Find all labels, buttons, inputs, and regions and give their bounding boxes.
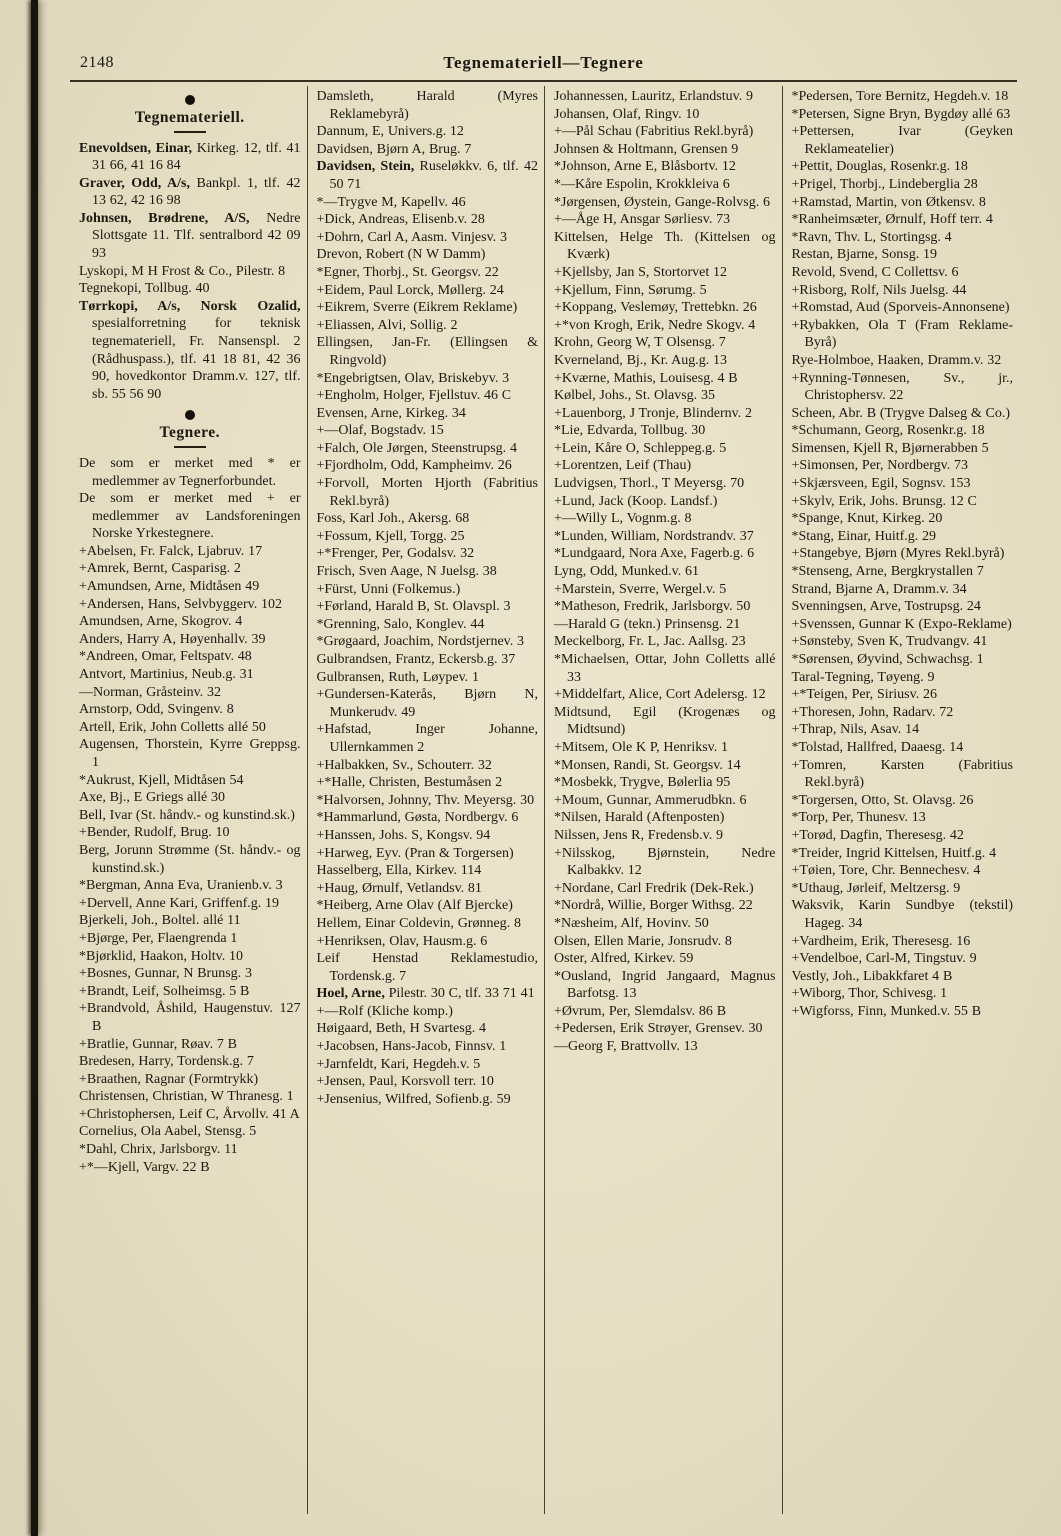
directory-entry: +Prigel, Thorbj., Lindeberglia 28 [791,176,978,192]
directory-entry: Svenningsen, Arve, Tostrupsg. 24 [791,599,981,615]
directory-entry: +Brandvold, Åshild, Haugenstuv. 127 B [79,1001,301,1034]
directory-entry: +Vendelboe, Carl-M, Tingstuv. 9 [791,951,977,967]
directory-entry: +Fossum, Kjell, Torgg. 25 [316,528,465,544]
directory-entry: Davidsen, Stein, Ruseløkkv. 6, tlf. 42 50 71 [316,159,538,192]
directory-entry: +Brandt, Leif, Solheimsg. 5 B [79,983,250,999]
directory-entry: *Jørgensen, Øystein, Gange-Rolvsg. 6 [554,194,771,210]
section-ornament-icon [79,410,301,420]
directory-entry: Christensen, Christian, W Thranesg. 1 [79,1089,294,1105]
directory-entry: Graver, Odd, A/s, Bankpl. 1, tlf. 42 13 62, 42 16 98 [79,175,301,209]
directory-entry: +Lauenborg, J Tronje, Blindernv. 2 [554,405,753,421]
directory-entry: *Næsheim, Alf, Hovinv. 50 [554,915,709,931]
directory-entry: Bredesen, Harry, Tordensk.g. 7 [79,1054,254,1070]
directory-entry: Evensen, Arne, Kirkeg. 34 [316,405,466,421]
directory-entry: +Sønsteby, Sven K, Trudvangv. 41 [791,634,988,650]
directory-entry: +*Frenger, Per, Godalsv. 32 [316,546,475,562]
directory-entry: +Torød, Dagfin, Theresesg. 42 [791,827,964,843]
directory-entry: *Stang, Einar, Huitf.g. 29 [791,528,937,544]
directory-entry: +Thrap, Nils, Asav. 14 [791,722,920,738]
directory-entry: *Hammarlund, Gøsta, Nordbergv. 6 [316,810,519,826]
directory-entry: +Rynning-Tønnesen, Sv., jr., Christophersv. 22 [791,370,1013,404]
directory-entry: Waksvik, Karin Sundbye (tekstil) Hageg. 34 [791,898,1013,931]
directory-entry: *Sørensen, Øyvind, Schwachsg. 1 [791,652,984,667]
directory-entry: +Stangebye, Bjørn (Myres Rekl.byrå) [791,546,1005,562]
directory-entry: Høigaard, Beth, H Svartesg. 4 [316,1021,486,1037]
directory-entry: *Monsen, Randi, St. Georgsv. 14 [554,757,741,773]
directory-entry: +*—Kjell, Vargv. 22 B [79,1159,210,1175]
directory-entry: Lyskopi, M H Frost & Co., Pilestr. 8 [79,263,286,279]
directory-entry: *Ousland, Ingrid Jangaard, Magnus Barfotsg. 13 [554,968,776,1002]
directory-entry: *Stenseng, Arne, Bergkrystallen 7 [791,564,984,580]
directory-entry: Revold, Svend, C Collettsv. 6 [791,264,959,280]
directory-entry: +Wigforss, Finn, Munked.v. 55 B [791,1003,982,1019]
directory-entry: +Thoresen, John, Radarv. 72 [791,704,954,720]
directory-entry: +Dervell, Anne Kari, Griffenf.g. 19 [79,895,280,911]
section-heading-text: Tegnere. [159,424,220,442]
directory-entry: +Dohrn, Carl A, Aasm. Vinjesv. 3 [316,229,507,245]
directory-entry: +Pedersen, Erik Strøyer, Grensev. 30 [554,1021,763,1037]
scan-gutter-edge [31,0,38,1536]
directory-entry: +Rybakken, Ola T (Fram Reklame-Byrå) [791,317,1013,351]
column-3 [544,86,782,1514]
directory-entry: +Amrek, Bernt, Casparisg. 2 [79,561,241,577]
section-heading-text: Tegnemateriell. [134,109,245,126]
directory-entry: Nilssen, Jens R, Fredensb.v. 9 [554,827,723,843]
directory-entry: *Bergman, Anna Eva, Uranienb.v. 3 [79,878,283,894]
page-title: Tegnemateriell—Tegnere [443,53,644,72]
directory-entry: +Tomren, Karsten (Fabritius Rekl.byrå) [791,757,1013,791]
column-4 [782,86,1020,1514]
directory-entry: *Lundgaard, Nora Axe, Fagerb.g. 6 [554,546,755,562]
section-heading [79,422,301,448]
section-heading [79,107,301,133]
entry-name: Davidsen, Stein, [316,159,415,175]
directory-entry: +Eikrem, Sverre (Eikrem Reklame) [316,300,518,316]
directory-entry: *Grøgaard, Joachim, Nordstjernev. 3 [316,634,525,650]
directory-entry: Kverneland, Bj., Kr. Aug.g. 13 [554,352,727,368]
directory-entry: +Hafstad, Inger Johanne, Ullernkammen 2 [316,722,538,755]
directory-entry: +Svenssen, Gunnar K (Expo-Reklame) [791,616,1012,632]
directory-entry: *Michaelsen, Ottar, John Colletts allé 33 [554,652,776,685]
directory-entry: +Marstein, Sverre, Wergel.v. 5 [554,581,727,597]
section-ornament-icon [79,95,301,105]
directory-entry: Ludvigsen, Thorl., T Meyersg. 70 [554,476,745,492]
directory-entry: +Skjærsveen, Egil, Sognsv. 153 [791,476,971,492]
directory-entry: Dannum, E, Univers.g. 12 [316,124,464,140]
directory-entry: +Ramstad, Martin, von Øtkensv. 8 [791,194,986,210]
directory-entry: *Tolstad, Hallfred, Daaesg. 14 [791,739,964,755]
directory-entry: Johnsen, Brødrene, A/S, Nedre Slottsgate 11. Tlf. sentralbord 42 09 93 [79,210,301,262]
directory-entry: *—Trygve M, Kapellv. 46 [316,194,466,210]
entry-name: Hoel, Arne, [316,986,385,1002]
directory-entry: *Nordrå, Willie, Borger Withsg. 22 [554,898,753,914]
directory-entry: +—Pål Schau (Fabritius Rekl.byrå) [554,124,754,140]
directory-entry: Gulbransen, Ruth, Løypev. 1 [316,669,479,685]
directory-entry: *Pedersen, Tore Bernitz, Hegdeh.v. 18 [791,89,1009,104]
directory-entry: +Eidem, Paul Lorck, Møllerg. 24 [316,282,504,298]
directory-entry: Meckelborg, Fr. L, Jac. Aallsg. 23 [554,634,746,650]
page-number: 2148 [80,54,114,71]
directory-entry: +Fürst, Unni (Folkemus.) [316,581,461,597]
directory-entry: *Ranheimsæter, Ørnulf, Hoff terr. 4 [791,212,993,228]
directory-entry: Antvort, Martinius, Neub.g. 31 [79,667,254,683]
directory-entry: Foss, Karl Joh., Akersg. 68 [316,511,470,527]
directory-entry: *Torgersen, Otto, St. Olavsg. 26 [791,792,974,808]
column-2 [307,86,545,1514]
directory-entry: +Halbakken, Sv., Schouterr. 32 [316,757,492,773]
directory-entry: Leif Henstad Reklamestudio, Tordensk.g. 7 [316,951,538,984]
directory-entry: Olsen, Ellen Marie, Jonsrudv. 8 [554,933,732,949]
directory-entry: Hellem, Einar Coldevin, Grønneg. 8 [316,915,521,931]
directory-entry: +Jensen, Paul, Korsvoll terr. 10 [316,1074,494,1090]
directory-entry: Arnstorp, Odd, Svingenv. 8 [79,702,234,718]
directory-entry: +Nordane, Carl Fredrik (Dek-Rek.) [554,880,754,896]
directory-entry: +Bender, Rudolf, Brug. 10 [79,825,230,841]
directory-entry: +Eliassen, Alvi, Sollig. 2 [316,317,458,333]
directory-entry: +Haug, Ørnulf, Vetlandsv. 81 [316,880,482,896]
directory-entry: *Ravn, Thv. L, Stortingsg. 4 [791,229,952,245]
directory-entry: *Spange, Knut, Kirkeg. 20 [791,511,943,527]
entry-name: Graver, Odd, A/s, [79,175,190,191]
directory-entry: Drevon, Robert (N W Damm) [316,247,486,263]
directory-entry: Johannessen, Lauritz, Erlandstuv. 9 [554,89,753,104]
circle-glyph [185,410,195,420]
directory-entry: Enevoldsen, Einar, Kirkeg. 12, tlf. 41 31 66, 41 16 84 [79,140,301,174]
directory-entry: Strand, Bjarne A, Dramm.v. 34 [791,581,967,597]
legend-note: De som er merket med + er medlemmer av Landsforeningen Norske Yrkestegnere. [79,491,301,542]
directory-entry: +Harweg, Eyv. (Pran & Torgersen) [316,845,514,861]
directory-entry: +Falch, Ole Jørgen, Steenstrupsg. 4 [316,440,517,456]
directory-entry: +Engholm, Holger, Fjellstuv. 46 C [316,388,512,404]
directory-entry: Tegnekopi, Tollbug. 40 [79,281,210,297]
directory-entry: +Moum, Gunnar, Ammerudbkn. 6 [554,792,747,808]
directory-entry: —Norman, Gråsteinv. 32 [79,684,221,700]
directory-entry: *Aukrust, Kjell, Midtåsen 54 [79,772,244,788]
directory-entry: +Lorentzen, Leif (Thau) [554,458,692,474]
directory-entry: Ellingsen, Jan-Fr. (Ellingsen & Ringvold) [316,335,538,368]
directory-entry: +Fjordholm, Odd, Kampheimv. 26 [316,458,512,474]
directory-entry: Oster, Alfred, Kirkev. 59 [554,951,694,967]
circle-glyph [185,95,195,105]
directory-entry: *Andreen, Omar, Feltspatv. 48 [79,649,252,665]
directory-entry: Restan, Bjarne, Sonsg. 19 [791,247,937,263]
directory-entry: +—Willy L, Vognm.g. 8 [554,511,692,527]
directory-entry: +Kværne, Mathis, Louisesg. 4 B [554,370,738,386]
directory-entry: +Hanssen, Johs. S, Kongsv. 94 [316,827,491,843]
directory-entry: +Bjørge, Per, Flaengrenda 1 [79,930,238,946]
directory-entry: +Henriksen, Olav, Hausm.g. 6 [316,933,488,949]
directory-entry: +Førland, Harald B, St. Olavspl. 3 [316,599,511,615]
directory-entry: *Matheson, Fredrik, Jarlsborgv. 50 [554,599,751,615]
directory-entry: Davidsen, Bjørn A, Brug. 7 [316,141,472,157]
directory-entry: +Risborg, Rolf, Nils Juelsg. 44 [791,282,967,298]
directory-entry: +Simonsen, Per, Nordbergv. 73 [791,458,969,474]
directory-entry: *Grenning, Salo, Konglev. 44 [316,616,485,632]
directory-entry: Kølbel, Johs., St. Olavsg. 35 [554,388,715,404]
directory-entry: +—Olaf, Bogstadv. 15 [316,423,444,439]
directory-entry: +Nilsskog, Bjørnstein, Nedre Kalbakkv. 12 [554,845,776,879]
directory-entry: Vestly, Joh., Libakkfaret 4 B [791,968,953,984]
directory-entry: *Heiberg, Arne Olav (Alf Bjercke) [316,898,513,914]
directory-entry: *Lie, Edvarda, Tollbug. 30 [554,423,706,439]
directory-entry: *Halvorsen, Johnny, Thv. Meyersg. 30 [316,792,535,808]
directory-entry: Anders, Harry A, Høyenhallv. 39 [79,631,266,647]
directory-entry: +Dick, Andreas, Elisenb.v. 28 [316,212,485,228]
directory-entry: *Petersen, Signe Bryn, Bygdøy allé 63 [791,106,1011,122]
directory-entry: Cornelius, Ola Aabel, Stensg. 5 [79,1124,257,1140]
directory-entry: +Jensenius, Wilfred, Sofienb.g. 59 [316,1091,511,1107]
directory-entry: +Lund, Jack (Koop. Landsf.) [554,493,718,509]
page-header [72,52,1015,76]
directory-entry: Artell, Erik, John Colletts allé 50 [79,719,266,735]
directory-entry: +*Halle, Christen, Bestumåsen 2 [316,775,503,791]
directory-entry: Lyng, Odd, Munked.v. 61 [554,564,699,580]
directory-entry: *Dahl, Chrix, Jarlsborgv. 11 [79,1142,238,1158]
directory-entry: +Bosnes, Gunnar, N Brunsg. 3 [79,966,252,982]
directory-entry: +Romstad, Aud (Sporveis-Annonsene) [791,300,1010,316]
directory-entry: *Uthaug, Jørleif, Meltzersg. 9 [791,880,961,896]
entry-name: Johnsen, Brødrene, A/S, [79,210,250,226]
directory-entry: +Gundersen-Katerås, Bjørn N, Munkerudv. 49 [316,687,538,720]
directory-entry: —Georg F, Brattvollv. 13 [554,1039,698,1055]
directory-entry: +Pettit, Douglas, Rosenkr.g. 18 [791,159,968,175]
directory-entry: Krohn, Georg W, T Olsensg. 7 [554,335,726,351]
directory-entry: *Mosbekk, Trygve, Bølerlia 95 [554,775,731,791]
column-1 [70,86,307,1514]
directory-entry: +Amundsen, Arne, Midtåsen 49 [79,579,260,595]
directory-entry: Damsleth, Harald (Myres Reklamebyrå) [316,89,538,122]
directory-entry: Midtsund, Egil (Krogenæs og Midtsund) [554,704,776,738]
directory-entry: Kittelsen, Helge Th. (Kittelsen og Kværk) [554,229,776,263]
directory-entry: Scheen, Abr. B (Trygve Dalseg & Co.) [791,405,1011,421]
directory-entry: Taral-Tegning, Tøyeng. 9 [791,669,935,685]
directory-entry: *Torp, Per, Thunesv. 13 [791,810,926,826]
directory-entry: +Pettersen, Ivar (Geyken Reklameatelier) [791,124,1013,157]
directory-entry: +Wiborg, Thor, Schivesg. 1 [791,986,948,1002]
directory-entry: Axe, Bj., E Griegs allé 30 [79,790,226,806]
directory-entry: *Johnson, Arne E, Blåsbortv. 12 [554,159,736,175]
directory-entry: +Abelsen, Fr. Falck, Ljabruv. 17 [79,543,263,559]
directory-entry: +Jacobsen, Hans-Jacob, Finnsv. 1 [316,1039,507,1055]
directory-columns [70,86,1019,1514]
directory-entry: +Skylv, Erik, Johs. Brunsg. 12 C [791,493,977,509]
directory-entry: +Vardheim, Erik, Theresesg. 16 [791,933,971,949]
directory-entry: Hasselberg, Ella, Kirkev. 114 [316,863,482,879]
directory-entry: +—Rolf (Kliche komp.) [316,1003,453,1019]
directory-entry: Augensen, Thorstein, Kyrre Greppsg. 1 [79,737,301,770]
directory-entry: *Schumann, Georg, Rosenkr.g. 18 [791,423,985,439]
heading-rule [174,131,206,133]
directory-entry: Berg, Jorunn Strømme (St. håndv.- og kunstind.sk.) [79,842,301,876]
directory-entry: *Engebrigtsen, Olav, Briskebyv. 3 [316,370,510,386]
directory-entry: *Lunden, William, Nordstrandv. 37 [554,528,754,544]
directory-entry: +Jarnfeldt, Kari, Hegdeh.v. 5 [316,1056,481,1072]
directory-entry: +Christophersen, Leif C, Årvollv. 41 A [79,1106,300,1122]
directory-entry: Johnsen & Holtmann, Grensen 9 [554,141,739,157]
directory-entry: +Øvrum, Per, Slemdalsv. 86 B [554,1003,727,1019]
directory-entry: +Kjellsby, Jan S, Stortorvet 12 [554,264,727,280]
directory-entry: +Andersen, Hans, Selvbyggerv. 102 [79,596,283,612]
header-rule [70,80,1017,82]
directory-entry: *Egner, Thorbj., St. Georgsv. 22 [316,264,499,280]
directory-entry: Amundsen, Arne, Skogrov. 4 [79,614,243,630]
directory-entry: Hoel, Arne, Pilestr. 30 C, tlf. 33 71 41 [316,986,535,1002]
directory-entry: +Kjellum, Finn, Sørumg. 5 [554,282,707,298]
legend-note: De som er merket med * er medlemmer av Tegnerforbundet. [79,455,301,489]
directory-entry: *Nilsen, Harald (Aftenposten) [554,810,725,826]
directory-entry: +Forvoll, Morten Hjorth (Fabritius Rekl.byrå) [316,476,538,509]
entry-name: Enevoldsen, Einar, [79,140,193,156]
directory-entry: +Tøien, Tore, Chr. Bennechesv. 4 [791,863,981,879]
directory-entry: Tørrkopi, A/s, Norsk Ozalid, spesialforretning for teknisk tegnemateriell, Fr. Nansenspl. 2 (Rådhuspass.), tlf. 41 18 81, 42 36 90, hovedkontor Dramm.v. 127, tlf. sb. 55 56 90 [79,298,301,402]
heading-rule [174,446,206,448]
directory-entry: Gulbrandsen, Frantz, Eckersb.g. 37 [316,652,516,667]
directory-entry: +—Åge H, Ansgar Sørliesv. 73 [554,212,731,228]
directory-entry: Simensen, Kjell R, Bjørnerabben 5 [791,440,989,456]
directory-entry: +Lein, Kåre O, Schleppeg.g. 5 [554,440,727,456]
directory-entry: *Treider, Ingrid Kittelsen, Huitf.g. 4 [791,845,997,861]
directory-entry: +Bratlie, Gunnar, Røav. 7 B [79,1036,238,1052]
directory-entry: +Mitsem, Ole K P, Henriksv. 1 [554,739,729,755]
directory-entry: +Braathen, Ragnar (Formtrykk) [79,1071,259,1087]
entry-name: Tørrkopi, A/s, Norsk Ozalid, [79,298,301,314]
directory-entry: *—Kåre Espolin, Krokkleiva 6 [554,176,730,192]
directory-entry: Johansen, Olaf, Ringv. 10 [554,106,700,122]
directory-entry: Bell, Ivar (St. håndv.- og kunstind.sk.) [79,807,295,823]
directory-entry: Frisch, Sven Aage, N Juelsg. 38 [316,564,497,580]
directory-entry: Bjerkeli, Joh., Boltel. allé 11 [79,913,241,929]
directory-entry: +*von Krogh, Erik, Nedre Skogv. 4 [554,317,756,333]
directory-entry: +Middelfart, Alice, Cort Adelersg. 12 [554,687,766,703]
directory-entry: *Bjørklid, Haakon, Holtv. 10 [79,948,244,964]
directory-entry: Rye-Holmboe, Haaken, Dramm.v. 32 [791,352,1002,368]
directory-entry: +*Teigen, Per, Siriusv. 26 [791,687,937,703]
directory-entry: +Koppang, Veslemøy, Trettebkn. 26 [554,300,757,316]
directory-entry: —Harald G (tekn.) Prinsensg. 21 [554,616,741,632]
